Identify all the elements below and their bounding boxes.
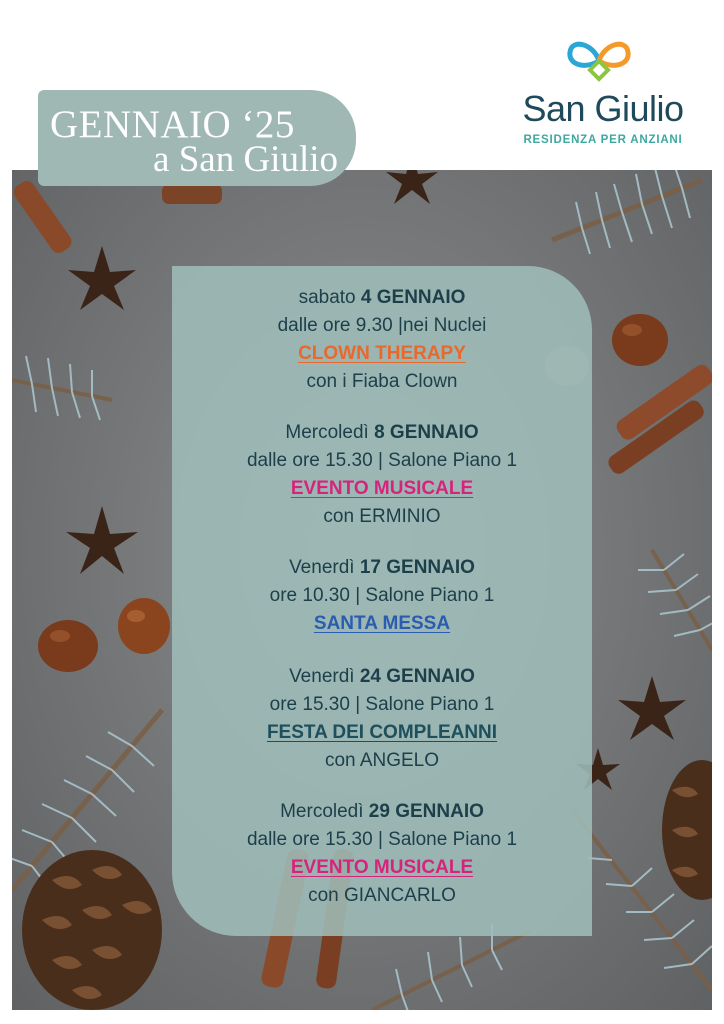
event-date: 17 GENNAIO xyxy=(359,557,475,578)
title-month: GENNAIO ‘25 xyxy=(50,103,295,146)
butterfly-logo-icon xyxy=(564,36,634,86)
event-date: 8 GENNAIO xyxy=(374,422,479,443)
event-date: 4 GENNAIO xyxy=(360,287,466,308)
title-location: a San Giulio xyxy=(153,139,338,180)
event-title: FESTA DEI COMPLEANNI xyxy=(266,722,498,743)
event-title: EVENTO MUSICALE xyxy=(290,857,474,878)
event-detail: dalle ore 15.30 | Salone Piano 1 xyxy=(246,829,518,850)
event-date: 24 GENNAIO xyxy=(359,666,475,687)
event-weekday: Mercoledì xyxy=(285,422,369,443)
event-title: CLOWN THERAPY xyxy=(298,343,466,364)
event-guest: con ANGELO xyxy=(324,750,440,771)
event-weekday: Venerdì xyxy=(289,557,355,578)
fir-branch-top-right xyxy=(552,170,702,254)
event-detail: ore 10.30 | Salone Piano 1 xyxy=(269,585,495,606)
event-item xyxy=(172,554,592,638)
fir-branch-right-mid xyxy=(638,550,712,650)
logo-name: San Giulio xyxy=(522,88,684,129)
events-card xyxy=(172,266,592,936)
event-guest: con i Fiaba Clown xyxy=(306,371,458,392)
logo-subtitle: RESIDENZA PER ANZIANI xyxy=(523,134,683,146)
event-detail: dalle ore 15.30 | Salone Piano 1 xyxy=(246,450,518,471)
title-banner xyxy=(38,90,356,186)
event-item xyxy=(172,663,592,775)
san-giulio-logo xyxy=(508,36,698,156)
event-guest: con GIANCARLO xyxy=(308,885,456,906)
event-item xyxy=(172,284,592,396)
event-title: SANTA MESSA xyxy=(313,613,451,634)
event-item xyxy=(172,798,592,910)
event-title: EVENTO MUSICALE xyxy=(290,478,474,499)
event-detail: dalle ore 9.30 |nei Nuclei xyxy=(277,315,487,336)
event-item xyxy=(172,419,592,531)
event-date: 29 GENNAIO xyxy=(368,801,484,822)
fir-branch-bottom-center xyxy=(372,924,532,1010)
event-weekday: Mercoledì xyxy=(280,801,364,822)
event-detail: ore 15.30 | Salone Piano 1 xyxy=(269,694,495,715)
event-weekday: Venerdì xyxy=(289,666,355,687)
event-guest: con ERMINIO xyxy=(323,506,441,527)
event-weekday: sabato xyxy=(298,287,356,308)
fir-branch-left-mid xyxy=(12,356,112,420)
